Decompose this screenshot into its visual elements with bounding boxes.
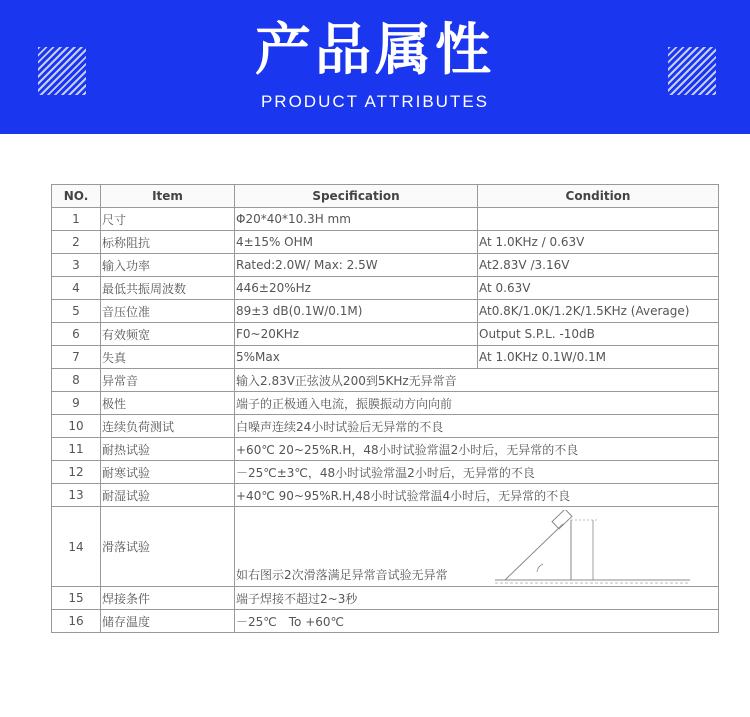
row-specification: 白噪声连续24小时试验后无异常的不良	[235, 415, 719, 438]
row-item: 连续负荷测试	[101, 415, 235, 438]
row-item: 储存温度	[101, 610, 235, 633]
row-specification: 端子焊接不超过2~3秒	[235, 587, 719, 610]
row-item: 尺寸	[101, 208, 235, 231]
row-specification: 如右图示2次滑落满足异常音试验无异常	[236, 567, 448, 582]
table-row	[52, 323, 719, 346]
drop-test-content	[236, 508, 717, 586]
row-item: 有效频宽	[101, 323, 235, 346]
drop-test-diagram	[465, 510, 715, 586]
row-specification: －25℃±3℃，48小时试验常温2小时后，无异常的不良	[235, 461, 719, 484]
row-number: 12	[52, 461, 101, 484]
row-specification: Φ20*40*10.3H mm	[235, 208, 478, 231]
row-specification: －25℃ To +60℃	[235, 610, 719, 633]
row-number: 11	[52, 438, 101, 461]
row-condition: At0.8K/1.0K/1.2K/1.5KHz (Average)	[478, 300, 719, 323]
row-number: 13	[52, 484, 101, 507]
row-item: 耐湿试验	[101, 484, 235, 507]
row-number: 15	[52, 587, 101, 610]
row-specification: F0~20KHz	[235, 323, 478, 346]
row-specification: +40℃ 90~95%R.H,48小时试验常温4小时后，无异常的不良	[235, 484, 719, 507]
table-row	[52, 208, 719, 231]
table-row	[52, 231, 719, 254]
row-number: 3	[52, 254, 101, 277]
row-specification: 4±15% OHM	[235, 231, 478, 254]
row-number: 4	[52, 277, 101, 300]
table-row	[52, 484, 719, 507]
table-row	[52, 369, 719, 392]
row-number: 16	[52, 610, 101, 633]
table-row	[52, 300, 719, 323]
row-item: 标称阻抗	[101, 231, 235, 254]
page-subtitle: PRODUCT ATTRIBUTES	[260, 92, 490, 111]
row-number: 14	[52, 507, 101, 587]
table-row	[52, 461, 719, 484]
row-number: 1	[52, 208, 101, 231]
row-number: 8	[52, 369, 101, 392]
header-banner	[0, 0, 750, 134]
row-specification-cell	[235, 507, 719, 587]
row-item: 极性	[101, 392, 235, 415]
row-condition	[478, 208, 719, 231]
row-specification: 446±20%Hz	[235, 277, 478, 300]
row-specification: +60℃ 20~25%R.H，48小时试验常温2小时后，无异常的不良	[235, 438, 719, 461]
row-number: 2	[52, 231, 101, 254]
table-row	[52, 415, 719, 438]
row-condition: Output S.P.L. -10dB	[478, 323, 719, 346]
table-row	[52, 277, 719, 300]
row-condition: At 0.63V	[478, 277, 719, 300]
table-row	[52, 438, 719, 461]
row-condition: At 1.0KHz / 0.63V	[478, 231, 719, 254]
row-number: 9	[52, 392, 101, 415]
table-row	[52, 346, 719, 369]
row-item: 失真	[101, 346, 235, 369]
row-number: 6	[52, 323, 101, 346]
row-item: 耐寒试验	[101, 461, 235, 484]
header-no: NO.	[52, 185, 101, 208]
table-row	[52, 507, 719, 587]
row-item: 耐热试验	[101, 438, 235, 461]
row-specification: 5%Max	[235, 346, 478, 369]
row-item: 焊接条件	[101, 587, 235, 610]
header-condition: Condition	[478, 185, 719, 208]
row-number: 7	[52, 346, 101, 369]
row-number: 5	[52, 300, 101, 323]
row-specification: Rated:2.0W/ Max: 2.5W	[235, 254, 478, 277]
table-row	[52, 587, 719, 610]
row-specification: 端子的正极通入电流，振膜振动方向向前	[235, 392, 719, 415]
row-item: 最低共振周波数	[101, 277, 235, 300]
row-condition: At2.83V /3.16V	[478, 254, 719, 277]
row-number: 10	[52, 415, 101, 438]
table-header-row	[52, 185, 719, 208]
attributes-table	[51, 184, 719, 633]
row-condition: At 1.0KHz 0.1W/0.1M	[478, 346, 719, 369]
header-specification: Specification	[235, 185, 478, 208]
row-item: 输入功率	[101, 254, 235, 277]
table-row	[52, 392, 719, 415]
page-title: 产品属性	[255, 18, 495, 83]
row-item: 音压位准	[101, 300, 235, 323]
row-item: 异常音	[101, 369, 235, 392]
header-item: Item	[101, 185, 235, 208]
table-row	[52, 610, 719, 633]
row-specification: 输入2.83V正弦波从200到5KHz无异常音	[235, 369, 719, 392]
table-row	[52, 254, 719, 277]
row-item: 滑落试验	[101, 507, 235, 587]
row-specification: 89±3 dB(0.1W/0.1M)	[235, 300, 478, 323]
